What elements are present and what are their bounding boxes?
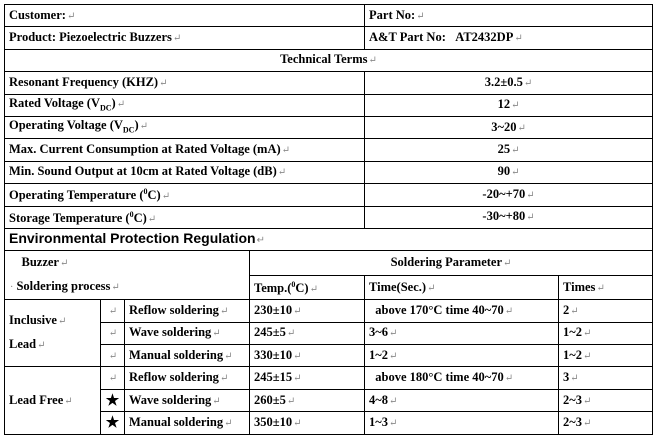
soldering-temp: 245±5↵ xyxy=(250,322,365,344)
at-part-no-cell: A&T Part No: AT2432DP↵ xyxy=(365,27,653,49)
soldering-row xyxy=(5,412,653,434)
soldering-times: 3↵ xyxy=(559,367,653,389)
soldering-time: 4~8↵ xyxy=(365,389,559,411)
customer-cell: Customer:↵ xyxy=(5,5,365,27)
lead-free-star-icon: ↵ xyxy=(101,367,125,389)
soldering-row xyxy=(5,300,653,322)
spec-value: 90↵ xyxy=(365,161,653,183)
soldering-temp: 245±15↵ xyxy=(250,367,365,389)
soldering-row xyxy=(5,345,653,367)
part-no-cell: Part No:↵ xyxy=(365,5,653,27)
soldering-header-row-1 xyxy=(5,251,653,276)
soldering-time: 1~3↵ xyxy=(365,412,559,434)
soldering-parameter-title: Soldering Parameter↵ xyxy=(250,251,653,276)
spec-label: Min. Sound Output at 10cm at Rated Voltage (dB)↵ xyxy=(5,161,365,183)
customer-label: Customer: xyxy=(9,7,66,22)
soldering-row xyxy=(5,322,653,344)
spec-row xyxy=(5,139,653,161)
soldering-temp: 260±5↵ xyxy=(250,389,365,411)
soldering-time: above 170°C time 40~70↵ xyxy=(365,300,559,322)
soldering-temp: 330±10↵ xyxy=(250,345,365,367)
spec-label: Operating Temperature ($^0$C)↵ xyxy=(5,184,365,206)
spec-label: Resonant Frequency (KHZ)↵ xyxy=(5,72,365,94)
spec-label: Storage Temperature ($^0$C)↵ xyxy=(5,206,365,228)
soldering-times: 2~3↵ xyxy=(559,412,653,434)
spec-label: Max. Current Consumption at Rated Voltage (mA)↵ xyxy=(5,139,365,161)
env-regulation: Environmental Protection Regulation↵ xyxy=(5,228,653,250)
spec-label: Rated Voltage $(V_{DC})↵$ xyxy=(5,94,365,116)
lead-free-star-icon: ↵ xyxy=(101,300,125,322)
product-label: Product: Piezoelectric Buzzers xyxy=(9,30,172,45)
time-header: Time(Sec.)↵ xyxy=(365,275,559,300)
spec-row xyxy=(5,94,653,116)
spec-row xyxy=(5,206,653,228)
soldering-time: 1~2↵ xyxy=(365,345,559,367)
soldering-time: above 180°C time 40~70↵ xyxy=(365,367,559,389)
at-part-no-label: A&T Part No: xyxy=(369,30,446,45)
spec-value: 25↵ xyxy=(365,139,653,161)
soldering-row xyxy=(5,389,653,411)
part-no-label: Part No: xyxy=(369,7,416,22)
spec-value: 12↵ xyxy=(365,94,653,116)
soldering-method: Reflow soldering↵ xyxy=(125,367,250,389)
soldering-times: 2~3↵ xyxy=(559,389,653,411)
spec-value: 3~20↵ xyxy=(365,116,653,138)
spec-row xyxy=(5,184,653,206)
spec-row xyxy=(5,72,653,94)
soldering-method: Reflow soldering↵ xyxy=(125,300,250,322)
spec-row xyxy=(5,116,653,138)
spec-label: Operating Voltage $(V_{DC})↵$ xyxy=(5,116,365,138)
soldering-temp: 230±10↵ xyxy=(250,300,365,322)
spec-value: -30~+80↵ xyxy=(365,206,653,228)
soldering-times: 1~2↵ xyxy=(559,345,653,367)
customer-row xyxy=(5,5,653,27)
spec-table xyxy=(4,4,653,435)
lead-free-star-icon: ↵ xyxy=(101,345,125,367)
soldering-times: 2↵ xyxy=(559,300,653,322)
spec-row xyxy=(5,161,653,183)
env-regulation-row xyxy=(5,228,653,250)
lead-free-star-icon: ★ xyxy=(101,412,125,434)
lead-free-star-icon: ↵ xyxy=(101,322,125,344)
technical-terms-title: Technical Terms↵ xyxy=(5,49,653,71)
times-header: Times↵ xyxy=(559,275,653,300)
spec-value: 3.2±0.5↵ xyxy=(365,72,653,94)
soldering-temp: 350±10↵ xyxy=(250,412,365,434)
soldering-time: 3~6↵ xyxy=(365,322,559,344)
soldering-method: Wave soldering↵ xyxy=(125,322,250,344)
temp-header: Temp.($^0$C)↵ xyxy=(250,275,365,300)
group-name-lead-free: Lead Free↵ xyxy=(5,367,101,434)
soldering-times: 1~2↵ xyxy=(559,322,653,344)
product-row xyxy=(5,27,653,49)
at-part-no-value: AT2432DP xyxy=(455,30,514,45)
soldering-row xyxy=(5,367,653,389)
soldering-method: Wave soldering↵ xyxy=(125,389,250,411)
product-cell: Product: Piezoelectric Buzzers↵ xyxy=(5,27,365,49)
technical-terms-title-row xyxy=(5,49,653,71)
soldering-method: Manual soldering↵ xyxy=(125,412,250,434)
soldering-method: Manual soldering↵ xyxy=(125,345,250,367)
group-name-inclusive-lead: Inclusive↵ Lead↵ xyxy=(5,300,101,367)
soldering-process-header: Buzzer↵ · Soldering process↵ xyxy=(5,251,250,300)
spec-value: -20~+70↵ xyxy=(365,184,653,206)
lead-free-star-icon: ★ xyxy=(101,389,125,411)
